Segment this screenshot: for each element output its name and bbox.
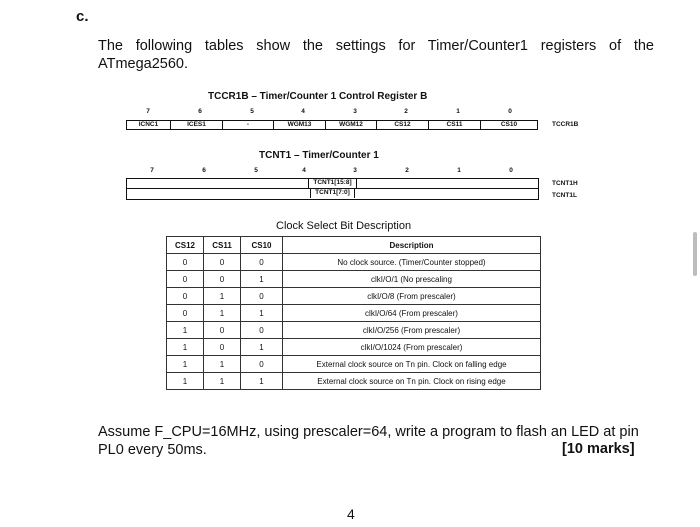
cell-cs12: 0	[167, 271, 204, 288]
cell-cs10: 1	[241, 339, 283, 356]
table-row	[167, 356, 541, 373]
tccr1b-bit-2: 2	[404, 108, 408, 115]
tcnt1-bit-7: 7	[150, 167, 154, 174]
tcnt1-high-row	[127, 179, 538, 189]
field-cs10: CS10	[500, 121, 518, 128]
header-cs11: CS11	[204, 237, 241, 254]
cell-cs10: 1	[241, 271, 283, 288]
field-reserved: -	[223, 121, 274, 129]
tccr1b-bit-3: 3	[353, 108, 357, 115]
tcnt1-bit-6: 6	[202, 167, 206, 174]
cell-cs11: 0	[204, 322, 241, 339]
tcnt1h-name: TCNT1H	[552, 180, 578, 187]
cell-cs11: 1	[204, 305, 241, 322]
field-ices1: ICES1	[171, 121, 223, 129]
cell-description: clkI/O/64 (From prescaler)	[283, 305, 541, 322]
tcnt1-bit-5: 5	[254, 167, 258, 174]
cell-cs10: 1	[241, 373, 283, 390]
tcnt1-bit-0: 0	[509, 167, 513, 174]
field-icnc1: ICNC1	[127, 121, 171, 129]
field-wgm13: WGM13	[274, 121, 326, 129]
cell-cs10: 1	[241, 305, 283, 322]
tcnt1-bit-3: 3	[353, 167, 357, 174]
cell-cs12: 0	[167, 305, 204, 322]
header-cs10: CS10	[241, 237, 283, 254]
table-row	[167, 254, 541, 271]
table-row	[167, 322, 541, 339]
field-cs11: CS11	[429, 121, 481, 129]
tccr1b-name: TCCR1B	[552, 121, 579, 128]
cell-description: No clock source. (Timer/Counter stopped)	[283, 254, 541, 271]
cell-cs10: 0	[241, 356, 283, 373]
tcnt1-bit-2: 2	[405, 167, 409, 174]
cell-cs12: 1	[167, 356, 204, 373]
vertical-scrollbar[interactable]	[693, 232, 697, 276]
assume-text: Assume F_CPU=16MHz, using prescaler=64, write a program to flash an LED at pin PL0 every 50ms.	[98, 424, 639, 458]
cell-description: clkI/O/1024 (From prescaler)	[283, 339, 541, 356]
cell-cs12: 1	[167, 322, 204, 339]
cell-cs11: 0	[204, 271, 241, 288]
tccr1b-bit-0: 0	[508, 108, 512, 115]
table-row	[167, 373, 541, 390]
tccr1b-bit-4: 4	[301, 108, 305, 115]
cell-cs12: 0	[167, 288, 204, 305]
intro-text: The following tables show the settings for Timer/Counter1 registers of the ATmega2560.	[98, 38, 654, 72]
cell-description: clkI/O/1 (No prescaling	[283, 271, 541, 288]
tcnt1-title: TCNT1 – Timer/Counter 1	[259, 150, 379, 161]
marks-label: [10 marks]	[562, 441, 635, 457]
cell-description: External clock source on Tn pin. Clock on falling edge	[283, 356, 541, 373]
cell-description: clkI/O/8 (From prescaler)	[283, 288, 541, 305]
tccr1b-bit-5: 5	[250, 108, 254, 115]
tccr1b-register	[126, 120, 538, 130]
cell-cs11: 1	[204, 373, 241, 390]
tcnt1-low-row	[127, 189, 538, 198]
tcnt1l-name: TCNT1L	[552, 192, 577, 199]
table-row	[167, 288, 541, 305]
clock-select-table	[166, 236, 541, 390]
tcnt1-low-field: TCNT1[7:0]	[310, 189, 355, 198]
cell-cs12: 0	[167, 254, 204, 271]
clock-select-caption: Clock Select Bit Description	[276, 220, 412, 232]
cell-description: External clock source on Tn pin. Clock on rising edge	[283, 373, 541, 390]
cell-cs12: 1	[167, 373, 204, 390]
field-wgm12: WGM12	[326, 121, 377, 129]
cell-cs11: 1	[204, 288, 241, 305]
tccr1b-title: TCCR1B – Timer/Counter 1 Control Register B	[208, 91, 428, 102]
tcnt1-bit-4: 4	[302, 167, 306, 174]
header-description: Description	[283, 237, 541, 254]
table-row	[167, 339, 541, 356]
cell-cs12: 1	[167, 339, 204, 356]
cell-cs11: 0	[204, 339, 241, 356]
tccr1b-bit-1: 1	[456, 108, 460, 115]
header-cs12: CS12	[167, 237, 204, 254]
table-row	[167, 271, 541, 288]
cell-cs10: 0	[241, 322, 283, 339]
field-cs12: CS12	[377, 121, 429, 129]
page-number: 4	[347, 506, 355, 522]
tccr1b-bit-6: 6	[198, 108, 202, 115]
section-label: c.	[76, 8, 89, 25]
tcnt1-register	[126, 178, 539, 200]
cell-cs10: 0	[241, 254, 283, 271]
table-row	[167, 305, 541, 322]
table-header-row	[167, 237, 541, 254]
cell-cs10: 0	[241, 288, 283, 305]
tcnt1-high-field: TCNT1[15:8]	[308, 179, 356, 188]
cell-description: clkI/O/256 (From prescaler)	[283, 322, 541, 339]
tccr1b-bit-7: 7	[146, 108, 150, 115]
tcnt1-bit-1: 1	[457, 167, 461, 174]
cell-cs11: 0	[204, 254, 241, 271]
cell-cs11: 1	[204, 356, 241, 373]
